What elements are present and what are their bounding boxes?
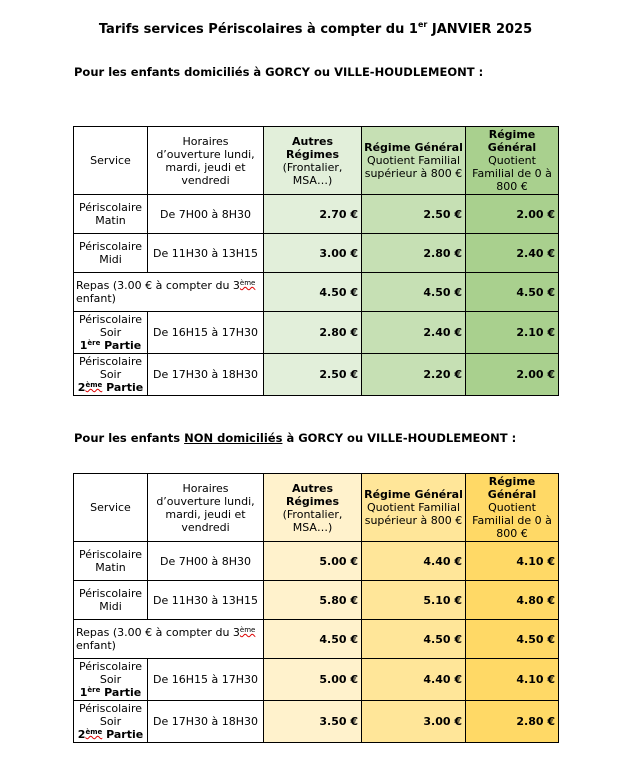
price-cell: 4.80 € (466, 581, 559, 620)
header-autres-regimes: Autres Régimes (Frontalier, MSA…) (264, 474, 362, 542)
price-cell: 4.10 € (466, 659, 559, 701)
hours-cell: De 11H30 à 13H15 (148, 234, 264, 273)
table-row (74, 312, 559, 354)
tarifs-table-non-domicilies (73, 473, 559, 743)
service-cell-repas: Repas (3.00 € à compter du 3ème enfant) (74, 273, 264, 312)
price-cell: 2.80 € (264, 312, 362, 354)
service-cell: Périscolaire Soir 1ère Partie (74, 312, 148, 354)
price-cell: 4.40 € (362, 659, 466, 701)
price-cell: 5.10 € (362, 581, 466, 620)
service-cell: Périscolaire Soir 1ère Partie (74, 659, 148, 701)
price-cell: 5.00 € (264, 659, 362, 701)
price-cell: 4.50 € (466, 620, 559, 659)
document-title: Tarifs services Périscolaires à compter du 1er JANVIER 2025 (98, 20, 533, 37)
price-cell: 2.20 € (362, 354, 466, 396)
price-cell: 2.00 € (466, 195, 559, 234)
table-row (74, 542, 559, 581)
hours-cell: De 17H30 à 18H30 (148, 354, 264, 396)
table-row (74, 659, 559, 701)
table-row (74, 354, 559, 396)
service-cell: Périscolaire Midi (74, 581, 148, 620)
header-regime-general-qf: Régime Général Quotient Familial de 0 à 800 € (466, 474, 559, 542)
header-horaires: Horaires d’ouverture lundi, mardi, jeudi et vendredi (148, 127, 264, 195)
hours-cell: De 16H15 à 17H30 (148, 312, 264, 354)
price-cell: 4.10 € (466, 542, 559, 581)
price-cell: 3.00 € (264, 234, 362, 273)
hours-cell: De 11H30 à 13H15 (148, 581, 264, 620)
header-horaires: Horaires d’ouverture lundi, mardi, jeudi et vendredi (148, 474, 264, 542)
price-cell: 3.50 € (264, 701, 362, 743)
table-row (74, 581, 559, 620)
hours-cell: De 17H30 à 18H30 (148, 701, 264, 743)
price-cell: 3.00 € (362, 701, 466, 743)
section-heading-non-domicilies: Pour les enfants NON domiciliés à GORCY ou VILLE-HOUDLEMEONT : (74, 431, 517, 445)
service-cell: Périscolaire Soir 2ème Partie (74, 354, 148, 396)
price-cell: 4.50 € (264, 273, 362, 312)
price-cell: 4.40 € (362, 542, 466, 581)
service-cell: Périscolaire Soir 2ème Partie (74, 701, 148, 743)
table-row (74, 620, 559, 659)
header-regime-general: Régime Général Quotient Familial supérieur à 800 € (362, 127, 466, 195)
price-cell: 2.80 € (466, 701, 559, 743)
table-row (74, 273, 559, 312)
price-cell: 4.50 € (466, 273, 559, 312)
tarifs-table-domicilies (73, 126, 559, 396)
price-cell: 2.70 € (264, 195, 362, 234)
header-service: Service (74, 474, 148, 542)
service-cell: Périscolaire Midi (74, 234, 148, 273)
service-cell: Périscolaire Matin (74, 542, 148, 581)
section-heading-domicilies: Pour les enfants domiciliés à GORCY ou VILLE-HOUDLEMEONT : (74, 65, 484, 79)
price-cell: 2.80 € (362, 234, 466, 273)
price-cell: 4.50 € (362, 273, 466, 312)
service-cell-repas: Repas (3.00 € à compter du 3ème enfant) (74, 620, 264, 659)
price-cell: 2.40 € (466, 234, 559, 273)
table-row (74, 195, 559, 234)
price-cell: 2.50 € (264, 354, 362, 396)
hours-cell: De 16H15 à 17H30 (148, 659, 264, 701)
table-row (74, 701, 559, 743)
price-cell: 2.40 € (362, 312, 466, 354)
price-cell: 4.50 € (264, 620, 362, 659)
table-row (74, 234, 559, 273)
header-autres-regimes: Autres Régimes (Frontalier, MSA…) (264, 127, 362, 195)
header-regime-general: Régime Général Quotient Familial supérieur à 800 € (362, 474, 466, 542)
header-regime-general-qf: Régime Général Quotient Familial de 0 à 800 € (466, 127, 559, 195)
hours-cell: De 7H00 à 8H30 (148, 542, 264, 581)
price-cell: 5.00 € (264, 542, 362, 581)
price-cell: 2.10 € (466, 312, 559, 354)
price-cell: 2.00 € (466, 354, 559, 396)
service-cell: Périscolaire Matin (74, 195, 148, 234)
header-service: Service (74, 127, 148, 195)
hours-cell: De 7H00 à 8H30 (148, 195, 264, 234)
price-cell: 4.50 € (362, 620, 466, 659)
price-cell: 2.50 € (362, 195, 466, 234)
price-cell: 5.80 € (264, 581, 362, 620)
